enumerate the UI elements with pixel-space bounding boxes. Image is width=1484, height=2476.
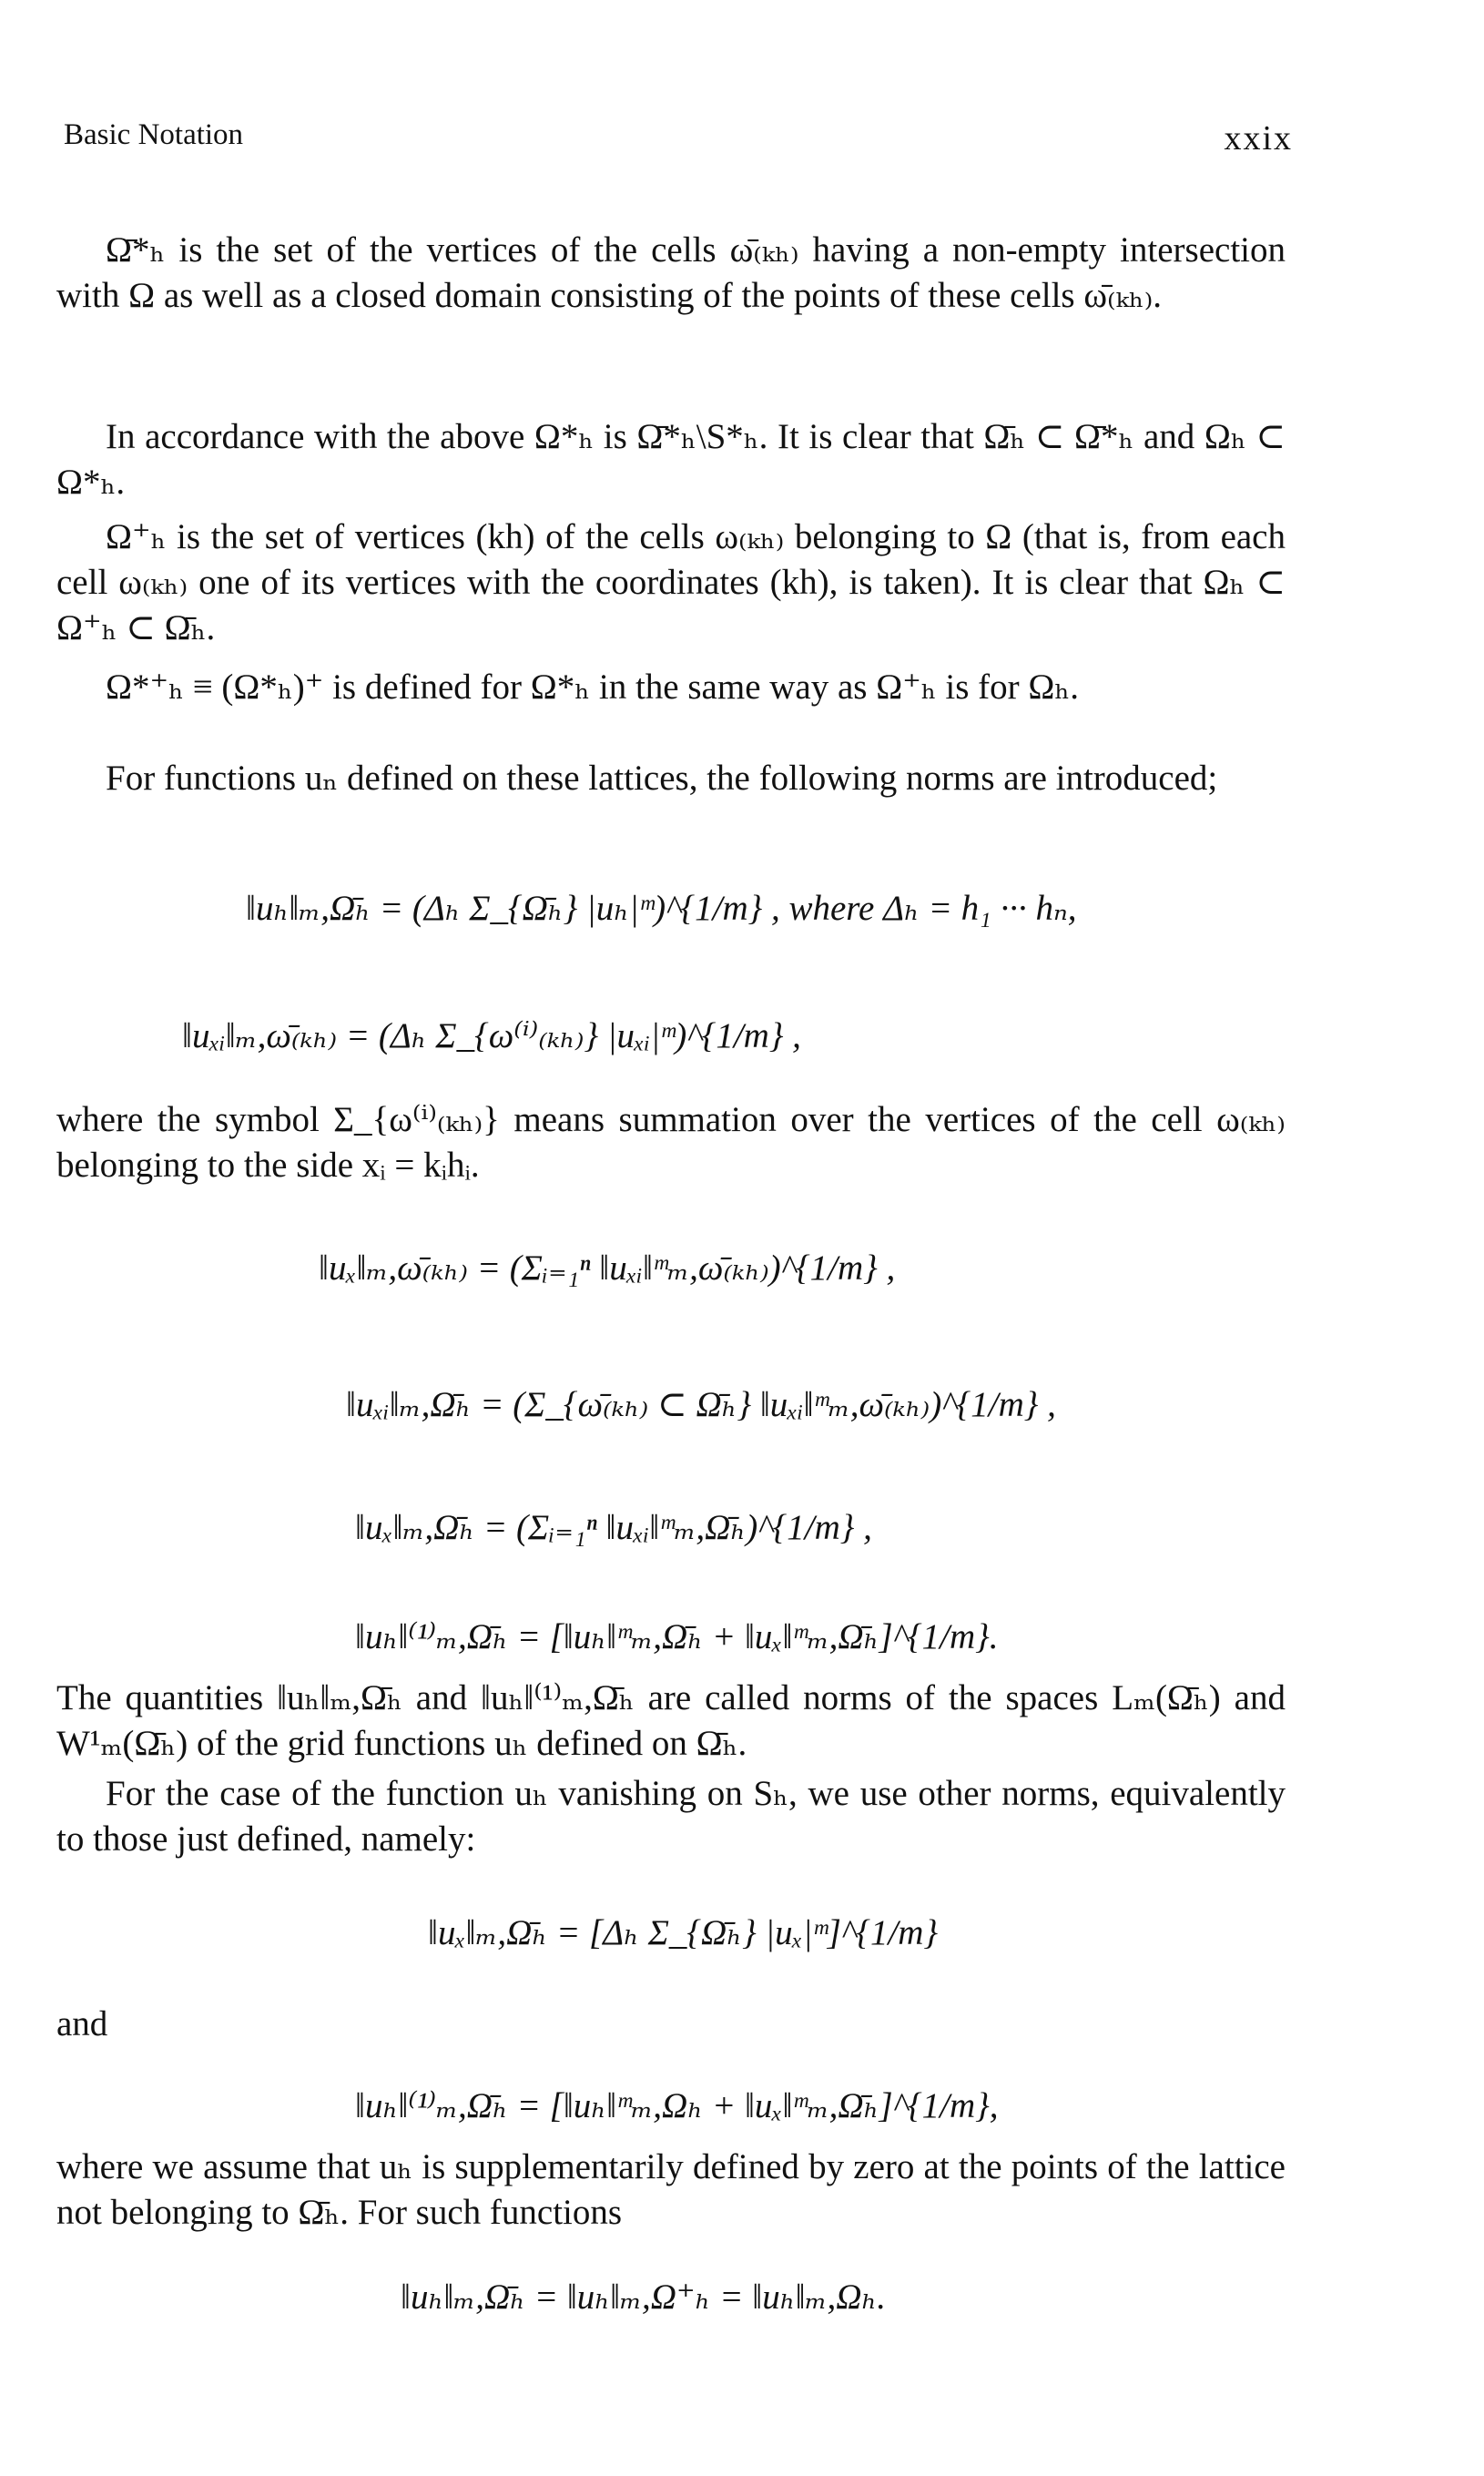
equation-norm-uxi-cell: ‖uₓᵢ‖ₘ,ω̄₍ₖₕ₎ = (Δₕ Σ_{ω⁽ⁱ⁾₍ₖₕ₎} |uₓᵢ|ᵐ)^{1/m} , — [182, 1016, 801, 1055]
paragraph-vanishing-case: For the case of the function uₕ vanishing on Sₕ, we use other norms, equivalently to those just defined, namely: — [56, 1774, 1286, 1859]
paragraph-omega-plus-definition: Ω⁺ₕ is the set of vertices (kh) of the cells ω₍ₖₕ₎ belonging to Ω (that is, from each cell ω₍ₖₕ₎ one of its vertices with the coordinates (kh), is taken). It is clear that Ωₕ ⊂ Ω⁺ₕ ⊂ Ω̄ₕ. — [56, 517, 1286, 647]
equation-sobolev-norm-vanishing: ‖uₕ‖⁽¹⁾ₘ,Ω̄ₕ = [‖uₕ‖ᵐₘ,Ωₕ + ‖uₓ‖ᵐₘ,Ω̄ₕ]^{1/m}, — [355, 2086, 999, 2125]
equation-norm-equality: ‖uₕ‖ₘ,Ω̄ₕ = ‖uₕ‖ₘ,Ω⁺ₕ = ‖uₕ‖ₘ,Ωₕ. — [401, 2277, 887, 2317]
paragraph-summation-symbol: where the symbol Σ_{ω⁽ⁱ⁾₍ₖₕ₎} means summation over the vertices of the cell ω₍ₖₕ₎ belonging to the side xᵢ = kᵢhᵢ. — [56, 1100, 1286, 1185]
equation-norm-ux-cell: ‖uₓ‖ₘ,ω̄₍ₖₕ₎ = (Σᵢ₌₁ⁿ ‖uₓᵢ‖ᵐₘ,ω̄₍ₖₕ₎)^{1/m} , — [319, 1248, 896, 1288]
running-header-title: Basic Notation — [64, 118, 244, 151]
paragraph-norms-intro: For functions uₙ defined on these lattices, the following norms are introduced; — [106, 759, 1218, 798]
paragraph-spaces-names: The quantities ‖uₕ‖ₘ,Ω̄ₕ and ‖uₕ‖⁽¹⁾ₘ,Ω̄ₕ are called norms of the spaces Lₘ(Ω̄ₕ) and W¹ₘ(Ω̄ₕ) of the grid functions uₕ defined on Ω̄ₕ. — [56, 1678, 1286, 1763]
paragraph-zero-extension: where we assume that uₕ is supplementarily defined by zero at the points of the lattice not belonging to Ω̄ₕ. For such functions — [56, 2147, 1286, 2232]
equation-norm-uh: ‖uₕ‖ₘ,Ω̄ₕ = (Δₕ Σ_{Ω̄ₕ} |uₕ|ᵐ)^{1/m} , where Δₕ = h₁ ··· hₙ, — [246, 889, 1077, 928]
paragraph-and: and — [56, 2004, 108, 2043]
page-number: xxix — [1224, 119, 1293, 158]
paragraph-omega-star-definition: Ω̄*ₕ is the set of the vertices of the cells ω̄₍ₖₕ₎ having a non-empty intersection with Ω as well as a closed domain consisting of the points of these cells ω̄₍ₖₕ₎. — [56, 230, 1286, 315]
equation-norm-ux-vanishing: ‖uₓ‖ₘ,Ω̄ₕ = [Δₕ Σ_{Ω̄ₕ} |uₓ|ᵐ]^{1/m} — [428, 1913, 939, 1952]
equation-sobolev-norm: ‖uₕ‖⁽¹⁾ₘ,Ω̄ₕ = [‖uₕ‖ᵐₘ,Ω̄ₕ + ‖uₓ‖ᵐₘ,Ω̄ₕ]^{1/m}. — [355, 1617, 999, 1656]
paragraph-omega-star-relation: In accordance with the above Ω*ₕ is Ω̄*ₕ\S*ₕ. It is clear that Ω̄ₕ ⊂ Ω̄*ₕ and Ωₕ ⊂ Ω*ₕ. — [56, 417, 1286, 502]
equation-norm-ux-grid: ‖uₓ‖ₘ,Ω̄ₕ = (Σᵢ₌₁ⁿ ‖uₓᵢ‖ᵐₘ,Ω̄ₕ)^{1/m} , — [355, 1508, 872, 1547]
equation-norm-uxi-grid: ‖uₓᵢ‖ₘ,Ω̄ₕ = (Σ_{ω̄₍ₖₕ₎ ⊂ Ω̄ₕ} ‖uₓᵢ‖ᵐₘ,ω̄₍ₖₕ₎)^{1/m} , — [346, 1385, 1056, 1424]
paragraph-omega-star-plus: Ω*⁺ₕ ≡ (Ω*ₕ)⁺ is defined for Ω*ₕ in the same way as Ω⁺ₕ is for Ωₕ. — [106, 667, 1079, 707]
